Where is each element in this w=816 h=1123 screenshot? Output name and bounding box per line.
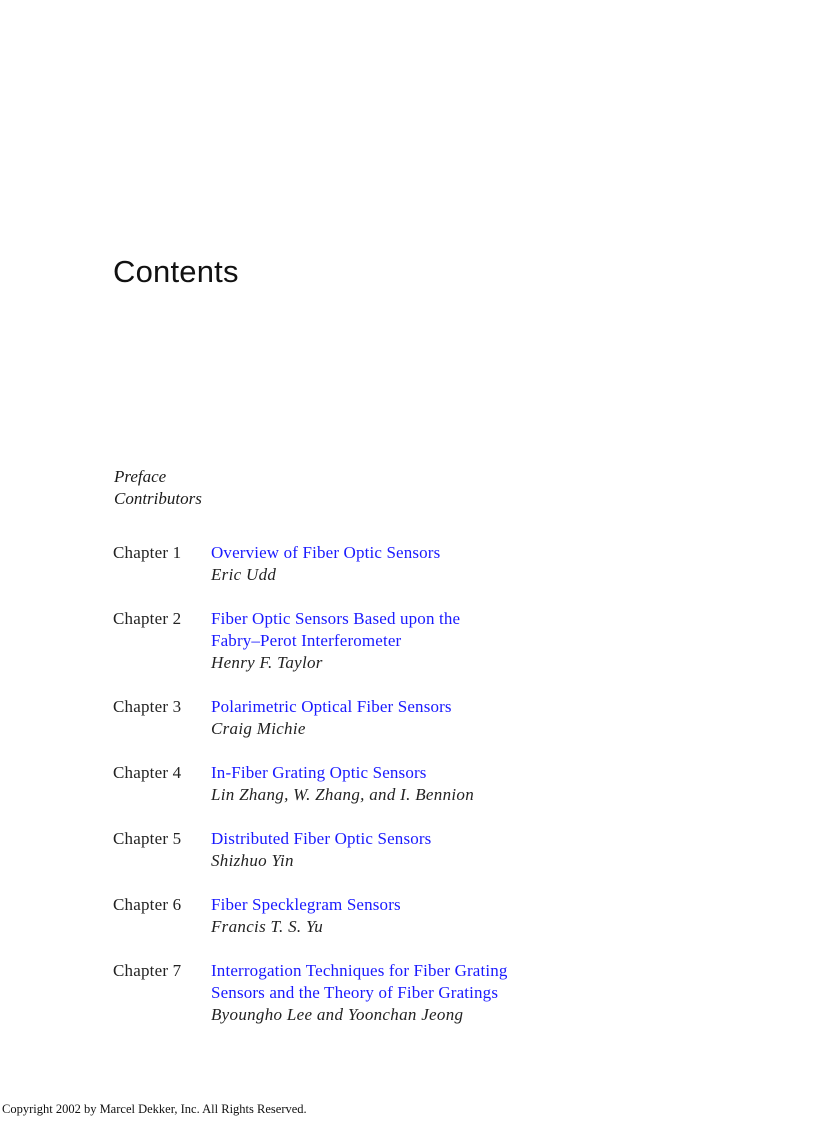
chapter-number: Chapter 1 xyxy=(113,543,182,562)
chapter-entry xyxy=(113,762,673,806)
chapter-title-line: Polarimetric Optical Fiber Sensors xyxy=(211,697,452,716)
chapter-title-line: Fiber Specklegram Sensors xyxy=(211,895,401,914)
chapter-number: Chapter 3 xyxy=(113,697,182,716)
chapter-title-link[interactable] xyxy=(211,894,673,916)
front-matter-preface: Preface xyxy=(114,467,167,486)
chapter-list xyxy=(113,542,673,1048)
chapter-number: Chapter 6 xyxy=(113,895,182,914)
chapter-number: Chapter 5 xyxy=(113,829,182,848)
chapter-title-link[interactable] xyxy=(211,828,673,850)
chapter-authors: Eric Udd xyxy=(211,565,277,584)
chapter-authors: Shizhuo Yin xyxy=(211,851,294,870)
front-matter-contributors: Contributors xyxy=(114,489,202,508)
chapter-title-link[interactable] xyxy=(211,960,673,1004)
chapter-entry xyxy=(113,696,673,740)
chapter-entry xyxy=(113,960,673,1026)
chapter-title-line: Overview of Fiber Optic Sensors xyxy=(211,543,441,562)
chapter-authors: Craig Michie xyxy=(211,719,306,738)
chapter-title-line: Interrogation Techniques for Fiber Grating xyxy=(211,961,508,980)
chapter-title-line: Distributed Fiber Optic Sensors xyxy=(211,829,432,848)
chapter-authors: Byoungho Lee and Yoonchan Jeong xyxy=(211,1005,464,1024)
chapter-authors: Lin Zhang, W. Zhang, and I. Bennion xyxy=(211,785,475,804)
chapter-title-line: In-Fiber Grating Optic Sensors xyxy=(211,763,427,782)
chapter-title-line: Fabry–Perot Interferometer xyxy=(211,631,402,650)
chapter-number: Chapter 4 xyxy=(113,763,182,782)
chapter-entry xyxy=(113,608,673,674)
chapter-title-line: Fiber Optic Sensors Based upon the xyxy=(211,609,461,628)
chapter-entry xyxy=(113,894,673,938)
copyright-notice: Copyright 2002 by Marcel Dekker, Inc. All Rights Reserved. xyxy=(2,1102,307,1116)
front-matter-list xyxy=(114,466,202,510)
chapter-authors: Francis T. S. Yu xyxy=(211,917,324,936)
chapter-title-link[interactable] xyxy=(211,542,673,564)
chapter-entry xyxy=(113,542,673,586)
chapter-title-link[interactable] xyxy=(211,762,673,784)
chapter-title-link[interactable] xyxy=(211,608,673,652)
chapter-title-link[interactable] xyxy=(211,696,673,718)
chapter-number: Chapter 7 xyxy=(113,961,182,980)
chapter-authors: Henry F. Taylor xyxy=(211,653,323,672)
chapter-number: Chapter 2 xyxy=(113,609,182,628)
page-title: Contents xyxy=(113,254,239,289)
chapter-entry xyxy=(113,828,673,872)
chapter-title-line: Sensors and the Theory of Fiber Gratings xyxy=(211,983,499,1002)
